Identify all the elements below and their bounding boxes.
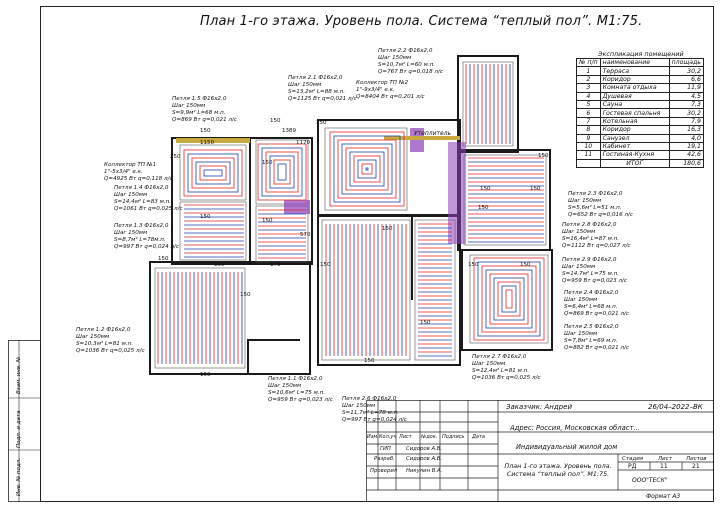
explication-cell: 42,6 bbox=[669, 151, 703, 159]
explication-row bbox=[577, 134, 704, 142]
loop-spiral bbox=[330, 132, 404, 206]
name-check: Никулин В.А. bbox=[406, 468, 443, 474]
dimension-label: 150 bbox=[478, 205, 489, 211]
loop-spiral bbox=[338, 140, 396, 198]
explication-cell: 9 bbox=[577, 134, 601, 142]
sheet-title: План 1-го этажа. Уровень пола. Система “теплый пол”. М1:75. bbox=[504, 462, 612, 478]
loop-spiral bbox=[266, 152, 298, 192]
loop-1-3-label: Петля 1.3 Ф16х2,0 Шаг 150мм S=8,7м² L=78м.п. Q=997 Вт q=0,024 л/с bbox=[114, 223, 179, 250]
loop-2-6-label: Петля 2.6 Ф16х2,0 Шаг 150мм S=11,7м² L=78 м.п. Q=997 Вт q=0,024 л/с bbox=[342, 396, 407, 423]
loop-spiral bbox=[498, 282, 520, 316]
dimension-label: 150 bbox=[200, 214, 211, 220]
loop-spiral bbox=[204, 170, 222, 176]
explication-header-row bbox=[577, 59, 704, 67]
explication-cell: Кабинет bbox=[600, 142, 669, 150]
dimension-label: 250 bbox=[170, 154, 181, 160]
col-list: Лист bbox=[399, 434, 412, 440]
col-izm: Изм. bbox=[367, 434, 379, 440]
sheets-value: 21 bbox=[692, 463, 700, 470]
name-dev: Сидоров А.В. bbox=[406, 456, 443, 462]
loop-spiral bbox=[342, 144, 392, 194]
dimension-label: 150 bbox=[382, 226, 393, 232]
explication-cell: 30,2 bbox=[669, 109, 703, 117]
explication-header-cell: наименование bbox=[600, 59, 669, 67]
explication-cell: Терраса bbox=[600, 67, 669, 75]
dimension-label: 150 bbox=[270, 118, 281, 124]
explication-title: Экспликация помещений bbox=[598, 50, 684, 58]
loop-spiral bbox=[196, 162, 230, 184]
col-doc: №док. bbox=[421, 434, 438, 440]
stage-value: РД bbox=[628, 463, 637, 470]
loop-2-4-label: Петля 2.4 Ф16х2,0 Шаг 150мм S=6,4м² L=68 м.п. Q=869 Вт q=0,021 л/с bbox=[564, 290, 629, 317]
loop-spiral bbox=[192, 158, 234, 188]
loop-spiral bbox=[494, 278, 524, 320]
loop-spiral bbox=[184, 150, 242, 196]
sheet-format: Формат А3 bbox=[646, 493, 681, 500]
explication-cell: 6 bbox=[577, 109, 601, 117]
col-kol: Кол.уч bbox=[379, 434, 397, 440]
dimension-label: 150 bbox=[158, 256, 169, 262]
collector-1-label: Коллектор ТП №1 1"-5х3/4" е.к. Q=4925 Вт q=0,118 л/с bbox=[104, 162, 173, 182]
project-name: Индивидуальный жилой дом bbox=[516, 443, 618, 451]
explication-cell: 19,1 bbox=[669, 142, 703, 150]
explication-row bbox=[577, 92, 704, 100]
riser-purple bbox=[448, 142, 466, 244]
loop-spiral bbox=[366, 168, 368, 170]
explication-row bbox=[577, 117, 704, 125]
loop-2-5-label: Петля 2.5 Ф16х2,0 Шаг 150мм S=7,8м² L=69 м.п. Q=882 Вт q=0,021 л/с bbox=[564, 324, 629, 351]
side-stamp-replace: Взам. инв. № bbox=[16, 356, 22, 394]
explication-cell: 16,3 bbox=[669, 126, 703, 134]
dimension-label: 150 bbox=[420, 320, 431, 326]
explication-row bbox=[577, 75, 704, 83]
role-gip: ГИП bbox=[380, 446, 391, 452]
sheet-head: Лист bbox=[658, 456, 672, 462]
col-date: Дата bbox=[472, 434, 485, 440]
loop-1-4-label: Петля 1.4 Ф16х2,0 Шаг 150мм S=14,4м² L=83 м.п. Q=1061 Вт q=0,025 л/с bbox=[114, 185, 183, 212]
loop-2-7-label: Петля 2.7 Ф16х2,0 Шаг 150мм S=12,4м² L=81 м.п. Q=1036 Вт q=0,025 л/с bbox=[472, 354, 541, 381]
explication-cell: 8 bbox=[577, 126, 601, 134]
explication-row bbox=[577, 67, 704, 75]
explication-cell: 2 bbox=[577, 75, 601, 83]
explication-cell bbox=[577, 159, 601, 167]
loop-spiral bbox=[262, 148, 302, 196]
explication-total-value: 180,6 bbox=[669, 159, 703, 167]
explication-cell: 5 bbox=[577, 100, 601, 108]
explication-cell: Коридор bbox=[600, 75, 669, 83]
explication-cell: Душевая bbox=[600, 92, 669, 100]
loop-spiral bbox=[188, 154, 238, 192]
dimension-label: 150 bbox=[520, 262, 531, 268]
dimension-label: 150 bbox=[316, 120, 327, 126]
dimension-label: 1389 bbox=[282, 128, 296, 134]
role-check: Проверил bbox=[370, 468, 398, 474]
dimension-label: 150 bbox=[262, 218, 273, 224]
stage-head: Стадия bbox=[622, 456, 644, 462]
explication-row bbox=[577, 100, 704, 108]
page-title: План 1-го этажа. Уровень пола. Система “теплый пол”. М1:75. bbox=[200, 14, 643, 29]
loop-spiral bbox=[362, 164, 372, 174]
explication-row bbox=[577, 151, 704, 159]
explication-cell: 7 bbox=[577, 117, 601, 125]
loop-spiral bbox=[490, 274, 528, 324]
dimension-label: 150 bbox=[364, 358, 375, 364]
role-dev: Разраб. bbox=[374, 456, 395, 462]
customer: Заказчик: Андрей bbox=[506, 403, 573, 411]
explication-cell: 4,5 bbox=[669, 92, 703, 100]
explication-table bbox=[576, 58, 704, 168]
loop-spiral bbox=[506, 290, 512, 308]
explication-row bbox=[577, 142, 704, 150]
title-block bbox=[366, 400, 714, 502]
explication-header-cell: площадь bbox=[669, 59, 703, 67]
explication-row bbox=[577, 84, 704, 92]
loop-1-2-label: Петля 1.2 Ф16х2,0 Шаг 150мм S=10,3м² L=81 м.п. Q=1036 Вт q=0,025 л/с bbox=[76, 327, 145, 354]
explication-cell: Гостевая спальня bbox=[600, 109, 669, 117]
explication-total-row bbox=[577, 159, 704, 167]
explication-cell: 1 bbox=[577, 67, 601, 75]
dimension-label: 150 bbox=[200, 128, 211, 134]
dimension-label: 150 bbox=[538, 153, 549, 159]
dimension-label: 570 bbox=[300, 232, 311, 238]
explication-cell: Сауна bbox=[600, 100, 669, 108]
address: Адрес: Россия, Московская област... bbox=[510, 424, 640, 432]
dimension-label: 150 bbox=[240, 292, 251, 298]
explication-cell: 11 bbox=[577, 151, 601, 159]
project-date: 26/04–2022–ВК bbox=[648, 403, 703, 411]
explication-cell: Санузел bbox=[600, 134, 669, 142]
explication-cell: Коридор bbox=[600, 126, 669, 134]
explication-cell: 4,0 bbox=[669, 134, 703, 142]
explication-row bbox=[577, 109, 704, 117]
sheet-value: 11 bbox=[660, 463, 668, 470]
dimension-label: 150 bbox=[200, 372, 211, 378]
loop-spiral bbox=[478, 262, 540, 336]
explication-cell: 7,9 bbox=[669, 117, 703, 125]
loop-1-1-label: Петля 1.1 Ф16х2,0 Шаг 150мм S=10,6м² L=75 м.п. Q=959 Вт q=0,023 л/с bbox=[268, 376, 333, 403]
explication-cell: 6,6 bbox=[669, 75, 703, 83]
dimension-label: 1150 bbox=[200, 140, 214, 146]
explication-cell: 11,9 bbox=[669, 84, 703, 92]
loop-2-9-label: Петля 2.9 Ф16х2,0 Шаг 150мм S=14,7м² L=75 м.п. Q=959 Вт q=0,023 л/с bbox=[562, 257, 627, 284]
side-stamp-sign: Подп. и дата bbox=[16, 410, 22, 448]
sheets-head: Листов bbox=[686, 456, 707, 462]
explication-cell: 4 bbox=[577, 92, 601, 100]
collector-2-label: Коллектор ТП №2 1"-9х3/4" е.к. Q=8404 Вт q=0,201 л/с bbox=[356, 80, 425, 100]
loop-spiral bbox=[486, 270, 532, 328]
name-gip: Сидоров А.В. bbox=[406, 446, 443, 452]
explication-cell: Котельная bbox=[600, 117, 669, 125]
explication-cell: 10 bbox=[577, 142, 601, 150]
dimension-label: 150 bbox=[468, 262, 479, 268]
dimension-label: 150 bbox=[320, 262, 331, 268]
explication-header-cell: № п/п bbox=[577, 59, 601, 67]
explication-cell: 30,2 bbox=[669, 67, 703, 75]
dimension-label: 150 bbox=[530, 186, 541, 192]
loop-2-2-label: Петля 2.2 Ф16х2,0 Шаг 150мм S=10,7м² L=60 м.п. Q=767 Вт q=0,018 л/с bbox=[378, 48, 443, 75]
col-sign: Подпись bbox=[442, 434, 465, 440]
explication-total-label: ИТОГ bbox=[600, 159, 669, 167]
insulation-label: Утеплитель bbox=[414, 130, 452, 137]
dimension-label: 150 bbox=[480, 186, 491, 192]
explication-cell: 7,3 bbox=[669, 100, 703, 108]
explication-cell: Комната отдыха bbox=[600, 84, 669, 92]
loop-2-1-label: Петля 2.1 Ф16х2,0 Шаг 150мм S=13,2м² L=88 м.п. Q=1125 Вт q=0,021 л/с bbox=[288, 75, 357, 102]
loop-spiral bbox=[278, 164, 286, 180]
dimension-label: 173 bbox=[270, 262, 281, 268]
loop-spiral bbox=[346, 148, 388, 190]
organization: ООО"ТЕСК" bbox=[632, 477, 668, 484]
loop-2-8-label: Петля 2.8 Ф16х2,0 Шаг 150мм S=16,4м² L=87 м.п. Q=1112 Вт q=0,027 л/с bbox=[562, 222, 631, 249]
loop-spiral bbox=[334, 136, 400, 202]
loop-2-3-label: Петля 2.3 Ф16х2,0 Шаг 150мм S=5,6м² L=51 м.п. Q=652 Вт q=0,016 л/с bbox=[568, 191, 633, 218]
dimension-label: 1170 bbox=[296, 140, 310, 146]
collector-1-box bbox=[284, 200, 310, 214]
loop-spiral bbox=[350, 152, 384, 186]
loop-1-5-label: Петля 1.5 Ф16х2,0 Шаг 150мм S=9,9м² L=68 м.п. Q=869 Вт q=0,021 л/с bbox=[172, 96, 237, 123]
explication-cell: Гостиная-Кухня bbox=[600, 151, 669, 159]
explication-row bbox=[577, 126, 704, 134]
loop-spiral bbox=[358, 160, 376, 178]
explication-cell: 3 bbox=[577, 84, 601, 92]
dimension-label: 150 bbox=[262, 160, 273, 166]
dimension-label: 150 bbox=[214, 262, 225, 268]
side-stamp-inv: Инв. № подл. bbox=[16, 458, 22, 496]
